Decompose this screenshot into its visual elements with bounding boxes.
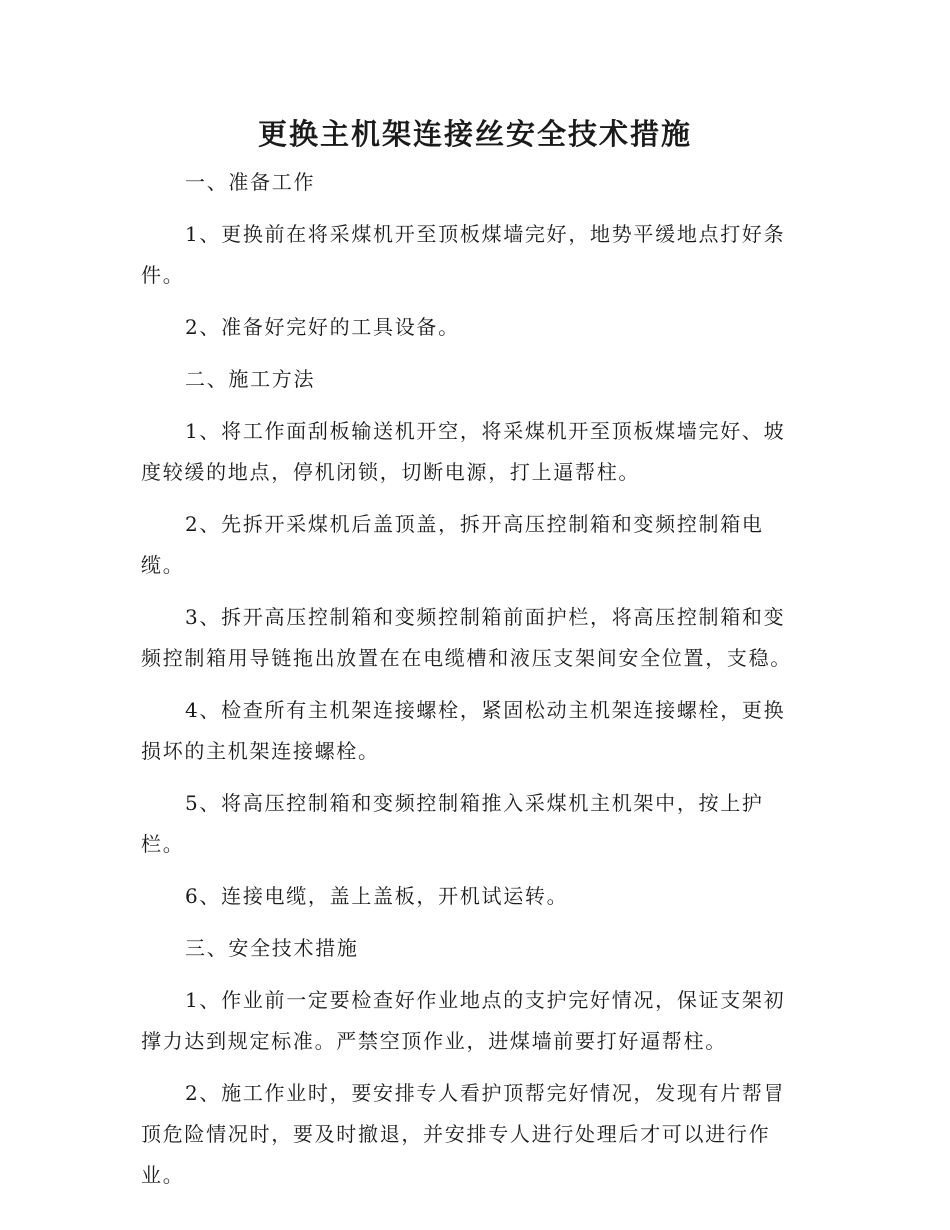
paragraph: 1、将工作面刮板输送机开空，将采煤机开至顶板煤墙完好、坡度较缓的地点，停机闭锁，切断电源，打上逼帮柱。 — [141, 419, 786, 484]
paragraph: 6、连接电缆，盖上盖板，开机试运转。 — [185, 884, 569, 908]
section-heading-method: 二、施工方法 — [185, 367, 316, 391]
document-title: 更换主机架连接丝安全技术措施 — [257, 117, 692, 151]
paragraph: 5、将高压控制箱和变频控制箱推入采煤机主机架中，按上护栏。 — [141, 791, 764, 856]
paragraph: 1、更换前在将采煤机开至顶板煤墙完好，地势平缓地点打好条件。 — [141, 222, 786, 287]
section-heading-preparation: 一、准备工作 — [185, 170, 316, 194]
paragraph: 3、拆开高压控制箱和变频控制箱前面护栏，将高压控制箱和变频控制箱用导链拖出放置在在电缆槽和液压支架间安全位置，支稳。 — [141, 605, 792, 670]
section-heading-safety: 三、安全技术措施 — [185, 936, 359, 960]
paragraph: 2、施工作业时，要安排专人看护顶帮完好情况，发现有片帮冒顶危险情况时，要及时撤退，并安排专人进行处理后才可以进行作业。 — [141, 1081, 786, 1187]
paragraph: 4、检查所有主机架连接螺栓，紧固松动主机架连接螺栓，更换损坏的主机架连接螺栓。 — [141, 698, 786, 763]
paragraph: 2、先拆开采煤机后盖顶盖，拆开高压控制箱和变频控制箱电缆。 — [141, 512, 764, 577]
paragraph: 2、准备好完好的工具设备。 — [185, 315, 460, 339]
paragraph: 1、作业前一定要检查好作业地点的支护完好情况，保证支架初撑力达到规定标准。严禁空顶作业，进煤墙前要打好逼帮柱。 — [141, 988, 786, 1053]
document-body — [141, 162, 806, 1207]
